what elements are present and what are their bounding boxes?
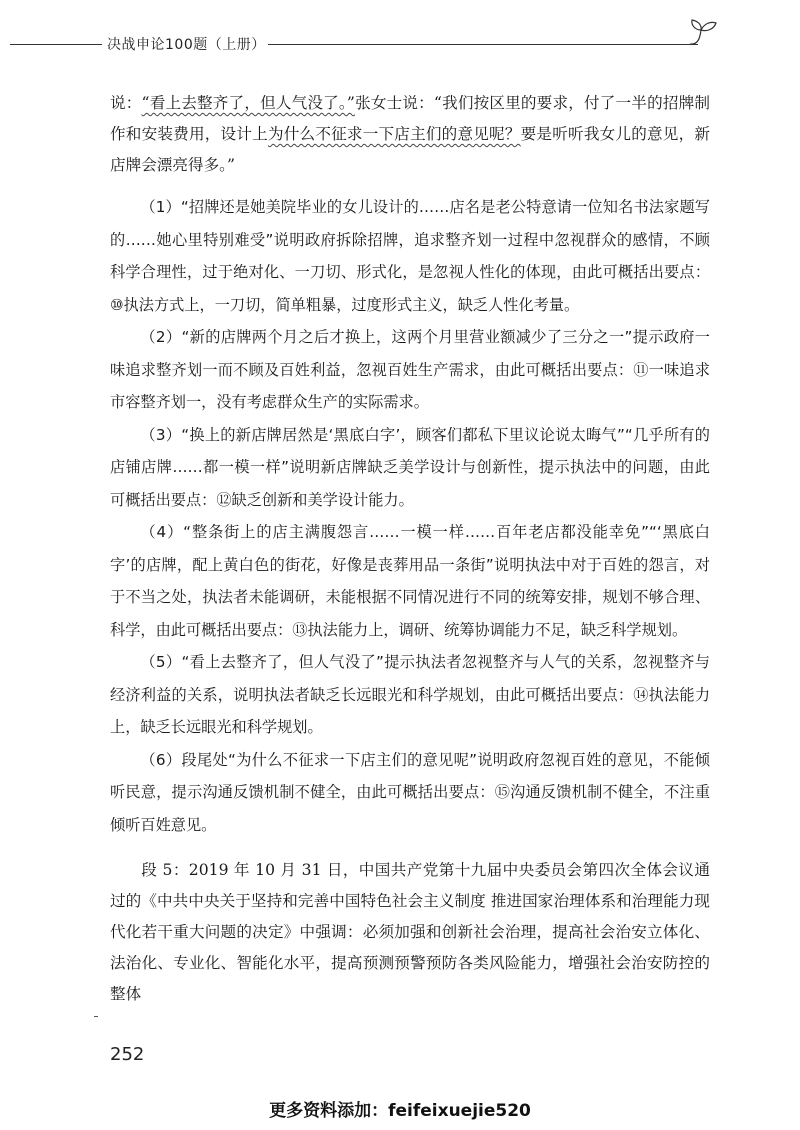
analysis-item-3: （3）“换上的新店牌居然是‘黑底白字’，顾客们都私下里议论说太晦气”“几乎所有的店铺店牌……都一模一样”说明新店牌缺乏美学设计与创新性，提示执法中的问题，由此可概括出要点：⑫缺乏创新和美学设计能力。 [110, 425, 710, 509]
analysis-item-4: （4）“整条街上的店主满腹怨言……一模一样……百年老店都没能幸免”“‘黑底白字’的店牌，配上黄白色的街花，好像是丧葬用品一条街”说明执法中对于百姓的怨言，对于不当之处，执法者未能调研，未能根据不同情况进行不同的统筹安排，规划不够合理、科学，由此可概括出要点：⑬执法能力上，调研、统筹协调能力不足，缺乏科学规划。 [110, 523, 710, 639]
analysis-item-1: （1）“招牌还是她美院毕业的女儿设计的……店名是老公特意请一位知名书法家题写的……她心里特别难受”说明政府拆除招牌，追求整齐划一过程中忽视群众的感情，不顾科学合理性，过于绝对化、一刀切、形式化，是忽视人性化的体现，由此可概括出要点：⑩执法方式上，一刀切，简单粗暴，过度形式主义，缺乏人性化考量。 [110, 198, 710, 314]
header-rule-left [10, 44, 102, 45]
opening-closing: 要是听听我女儿的意见，新店牌会漂亮得多。” [110, 125, 710, 174]
emphasized-quote: “看上去整齐了，但人气没了。” [141, 94, 355, 112]
opening-lead: 说： [110, 94, 142, 112]
opening-middle: 张女士说：“我们按区里的要求，付了一半的招牌制作和安装费用，设计上 [110, 94, 710, 143]
section-5-paragraph: 段 5：2019 年 10 月 31 日，中国共产党第十九届中央委员会第四次全体会议通过的《中共中央关于坚持和完善中国特色社会主义制度 推进国家治理体系和治理能力现代化若干重大问题的决定》中强调：必须加强和创新社会治理，提高社会治安立体化、法治化、专业化、智能化水平，提高预测预警预防各类风险能力，增强社会治安防控的整体 [110, 861, 710, 1003]
book-title-header: 决战申论100题（上册） [107, 37, 266, 53]
analysis-item-5: （5）“看上去整齐了，但人气没了”提示执法者忽视整齐与人气的关系，忽视整齐与经济利益的关系，说明执法者缺乏长远眼光和科学规划，由此可概括出要点：⑭执法能力上，缺乏长远眼光和科学规划。 [110, 653, 710, 736]
analysis-item-2: （2）“新的店牌两个月之后才换上，这两个月里营业额减少了三分之一”提示政府一味追求整齐划一而不顾及百姓利益，忽视百姓生产需求，由此可概括出要点：⑪一味追求市容整齐划一，没有考虑群众生产的实际需求。 [110, 328, 710, 411]
header-rule-right [268, 44, 698, 45]
opening-paragraph [110, 88, 710, 181]
margin-tick [94, 1016, 98, 1017]
analysis-item-6: （6）段尾处“为什么不征求一下店主们的意见呢”说明政府忽视百姓的意见，不能倾听民意，提示沟通反馈机制不健全，由此可概括出要点：⑮沟通反馈机制不健全，不注重倾听百姓意见。 [110, 750, 710, 834]
emphasized-question: 为什么不征求一下店主们的意见呢？ [267, 125, 521, 143]
leaf-sprout-icon [686, 18, 720, 50]
footer-note: 更多资料添加：feifeixuejie520 [269, 1101, 531, 1121]
page-content [110, 88, 710, 1010]
page-number: 252 [110, 1044, 145, 1065]
